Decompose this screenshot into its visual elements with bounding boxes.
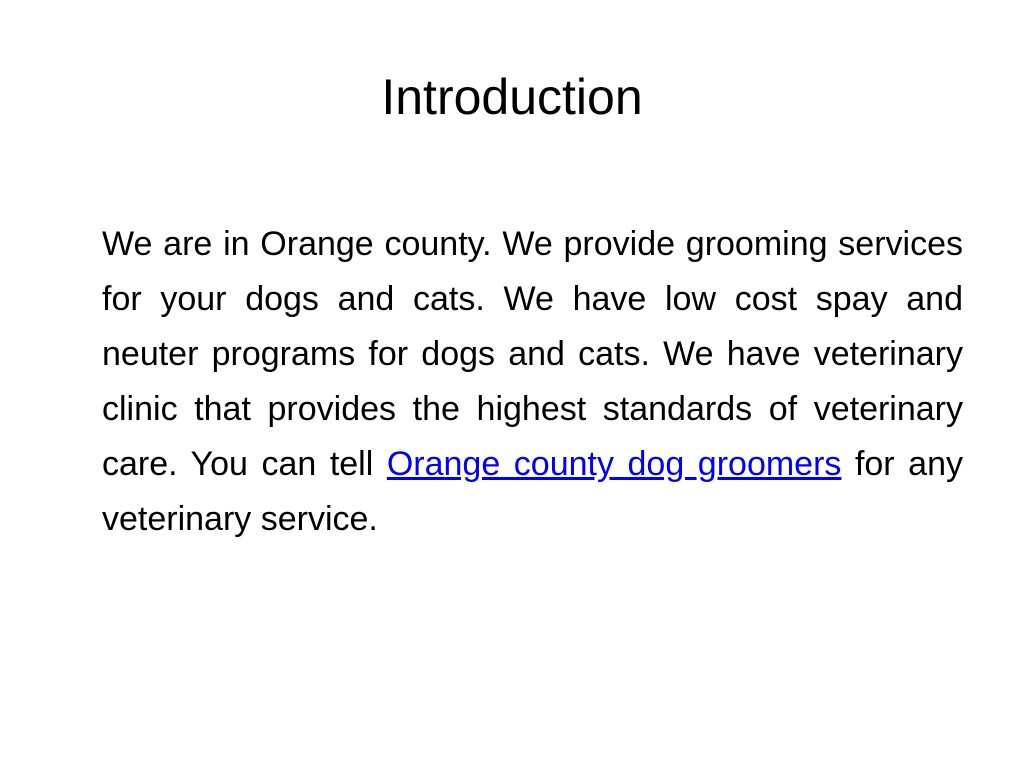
orange-county-dog-groomers-link[interactable]: Orange county dog groomers	[386, 445, 842, 483]
slide-title: Introduction	[381, 69, 643, 125]
slide-body-paragraph	[102, 217, 963, 547]
body-text-before-link: We are in Orange county. We provide grooming services for your dogs and cats. We have low cost spay and neuter programs for dogs and cats. We have veterinary clinic that provides the highest standards of veterinary care. You can tell	[102, 225, 963, 483]
body-text-after-link: for any veterinary service.	[102, 445, 964, 538]
